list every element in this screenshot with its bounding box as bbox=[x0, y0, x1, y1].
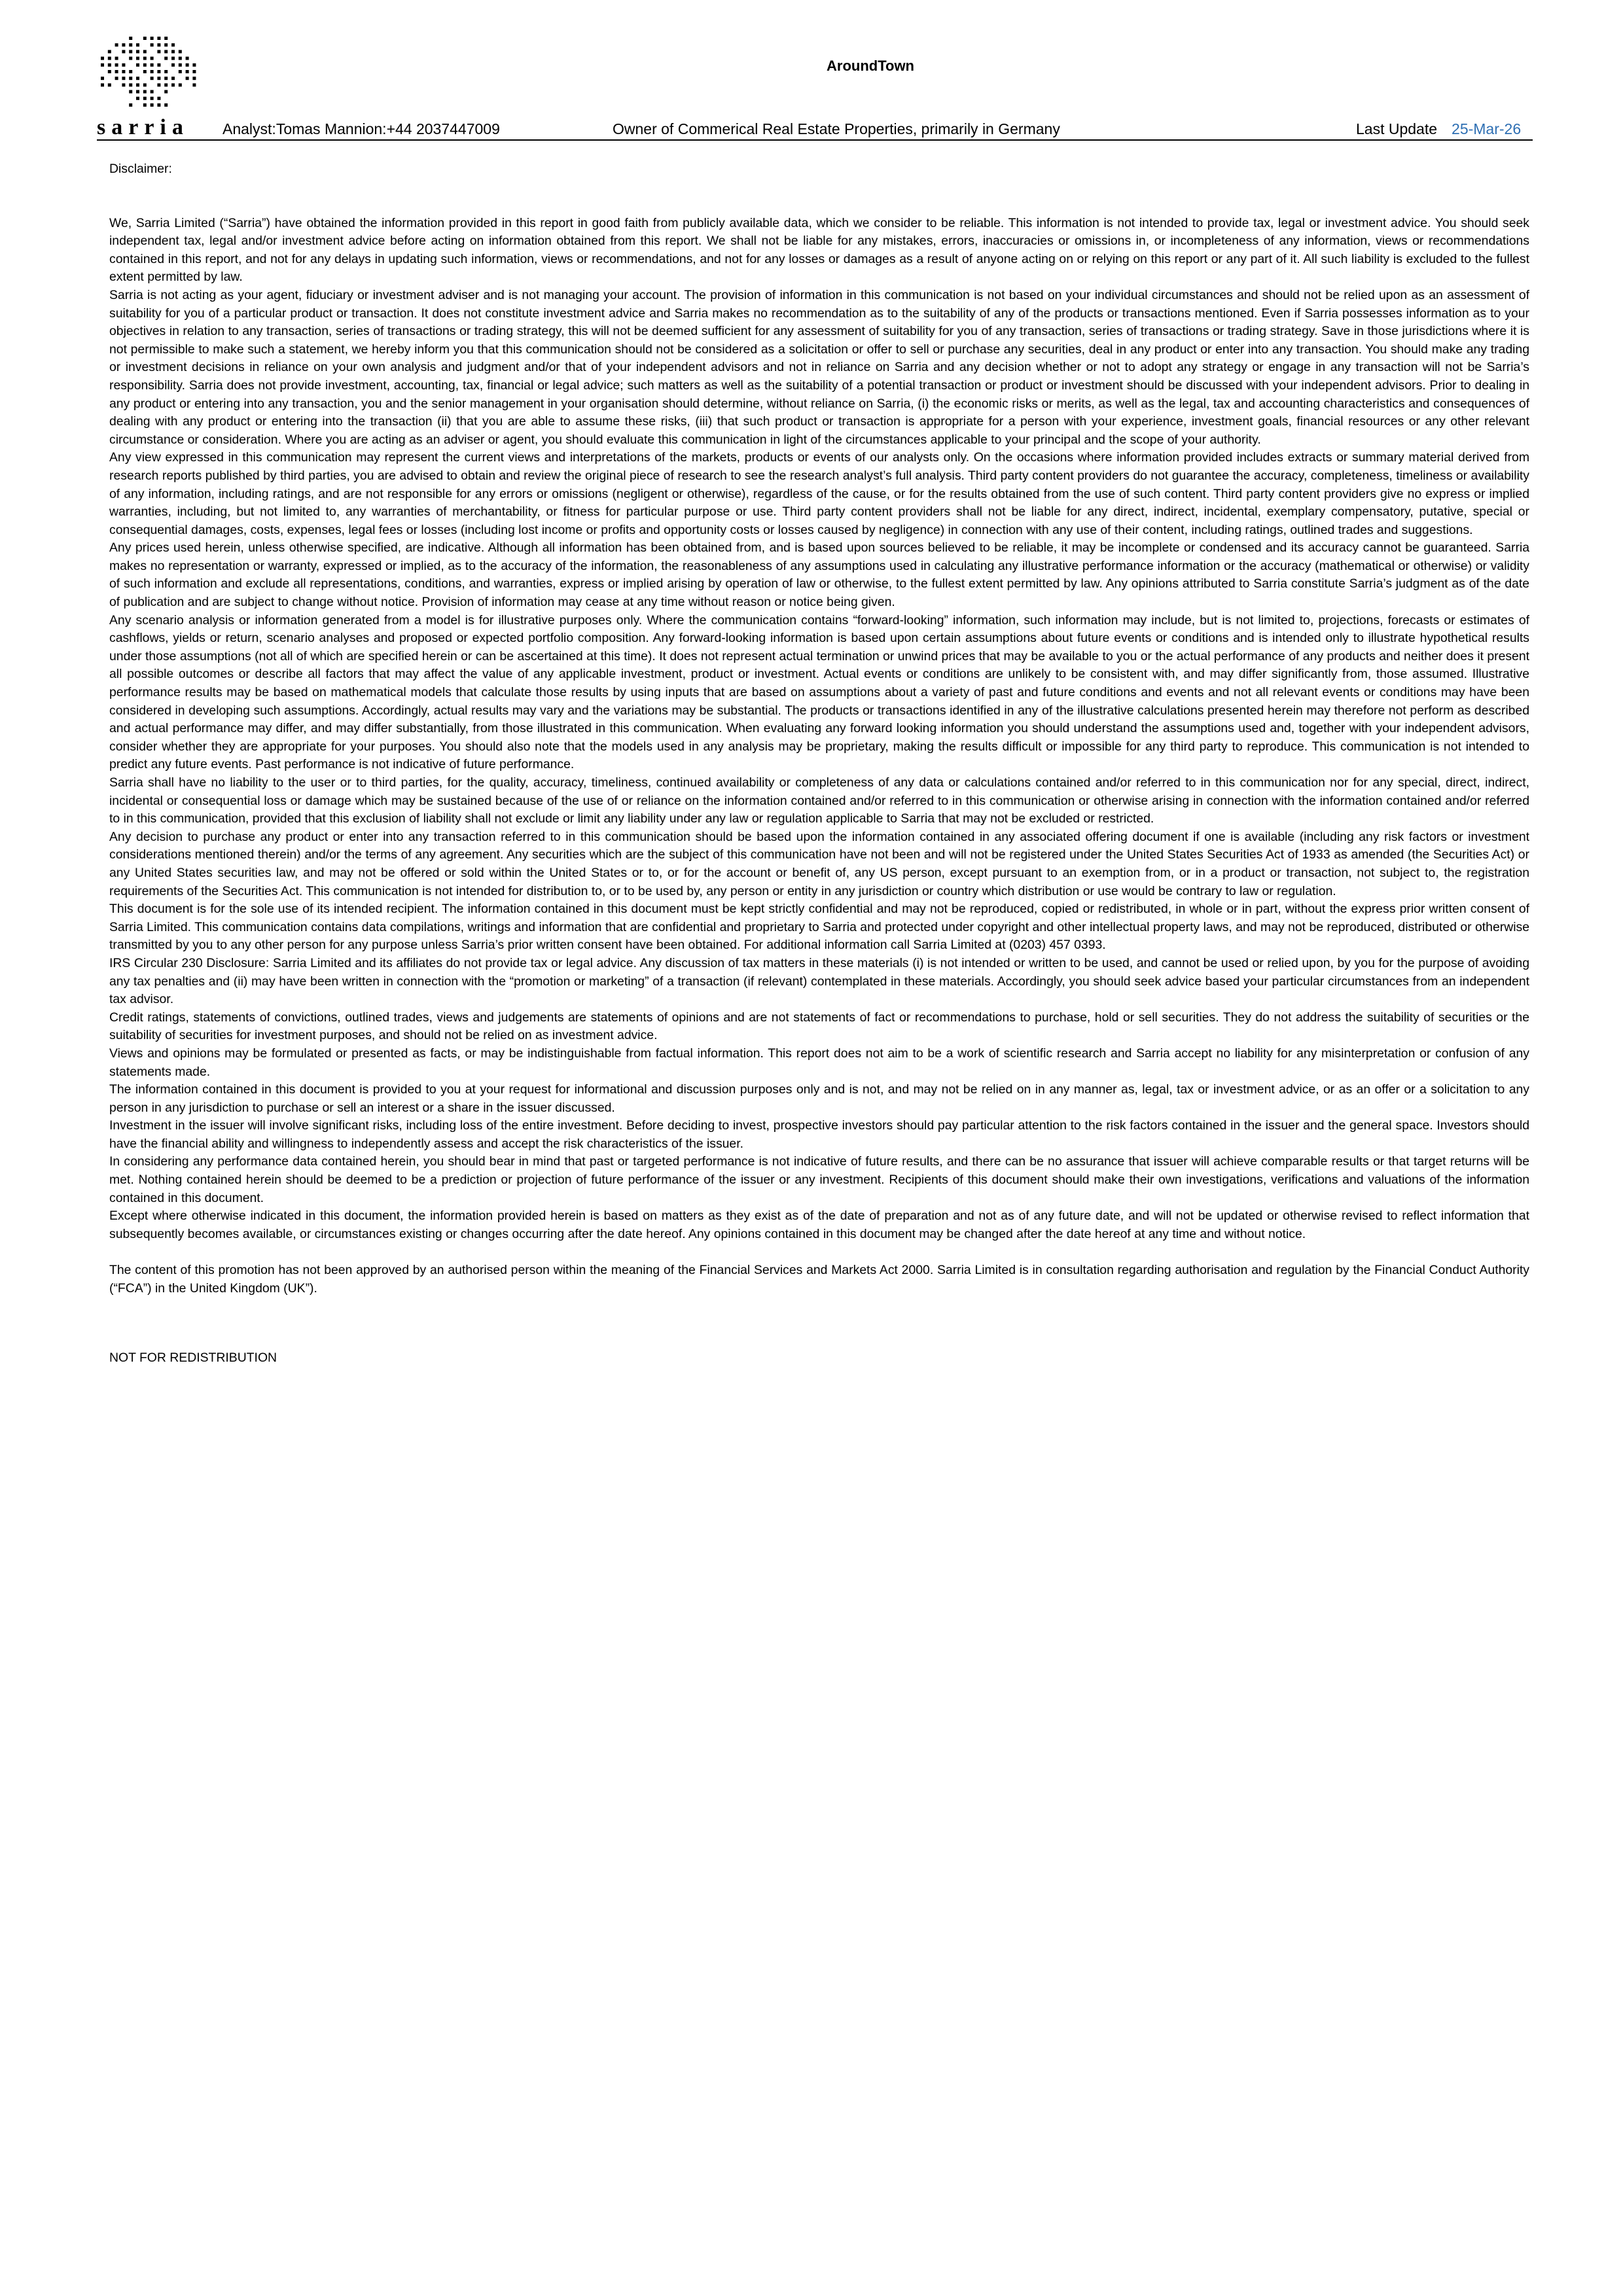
logo-dot bbox=[171, 57, 175, 60]
logo-dot bbox=[164, 103, 168, 107]
logo-dot bbox=[129, 90, 132, 94]
logo-dot bbox=[164, 57, 168, 60]
logo-dot bbox=[179, 50, 182, 53]
not-for-redistribution: NOT FOR REDISTRIBUTION bbox=[109, 1350, 277, 1365]
logo-dot bbox=[129, 103, 132, 107]
logo-dot bbox=[192, 70, 196, 73]
logo-dot bbox=[157, 63, 160, 67]
logo-dot bbox=[115, 77, 118, 80]
logo-dot bbox=[129, 77, 132, 80]
logo-dot bbox=[179, 83, 182, 86]
disclaimer-paragraph: We, Sarria Limited (“Sarria”) have obtained the information provided in this report in good faith from publicly available data, which we consider to be reliable. This information is not intended to provide tax, legal or investment advice. You should seek independent tax, legal and/or investment advice before acting on information obtained from this report. We shall not be liable for any mistakes, errors, inaccuracies or omissions in, or incompleteness of any information, views or recommendations contained in this report, and not for any delays in updating such information, views or recommendations, and not for any losses or damages as a result of anyone acting on or relying on this report or any part of it. All such liability is excluded to the fullest extent permitted by law. bbox=[109, 215, 1529, 285]
logo-dot bbox=[108, 83, 111, 86]
logo-dot bbox=[179, 57, 182, 60]
logo-dot bbox=[143, 37, 147, 40]
logo-dot bbox=[136, 57, 139, 60]
logo-dot bbox=[171, 50, 175, 53]
logo-dot bbox=[122, 77, 125, 80]
logo-dot bbox=[192, 83, 196, 86]
logo-dot bbox=[101, 83, 104, 86]
logo-dot bbox=[108, 57, 111, 60]
logo-dot bbox=[186, 63, 189, 67]
logo-dot bbox=[151, 63, 154, 67]
logo-dot bbox=[136, 63, 139, 67]
logo-dot bbox=[122, 50, 125, 53]
logo-dot bbox=[136, 83, 139, 86]
logo-dot bbox=[108, 70, 111, 73]
logo-dot bbox=[143, 50, 147, 53]
logo-dot bbox=[164, 70, 168, 73]
logo-dot bbox=[186, 57, 189, 60]
disclaimer-paragraph: Except where otherwise indicated in this document, the information provided herein is based on matters as they exist as of the date of preparation and not as of any future date, and will not be updated or otherwise revised to reflect information that subsequently becomes available, or circumstances existing or changes occurring after the date hereof. Any opinions contained in this document may be changed after the date hereof at any time and without notice. bbox=[109, 1209, 1529, 1241]
disclaimer-paragraph: This document is for the sole use of its intended recipient. The information contained in this document must be kept strictly confidential and may not be reproduced, copied or redistributed, in whole or in part, without the express prior written consent of Sarria Limited. This communication contains data compilations, writings and information that are confidential and proprietary to Sarria and protected under copyright and other intellectual property laws, and may not be reproduced, distributed or otherwise transmitted by you to any other person for any purpose unless Sarria’s prior written consent have been obtained. For additional information call Sarria Limited at (0203) 457 0393. bbox=[109, 902, 1529, 953]
logo-dot bbox=[151, 77, 154, 80]
logo-dot bbox=[179, 70, 182, 73]
logo-dot bbox=[143, 97, 147, 100]
disclaimer-title: Disclaimer: bbox=[109, 162, 172, 176]
logo-dot bbox=[136, 50, 139, 53]
analyst-contact: Analyst:Tomas Mannion:+44 2037447009 bbox=[223, 120, 500, 137]
disclaimer-paragraph: Any decision to purchase any product or enter into any transaction referred to in this communication should be based upon the information contained in any associated offering document if one is available (including any risk factors or investment considerations mentioned therein) and/or the terms of any agreement. Any securities which are the subject of this communication have not been and will not be registered under the United States Securities Act of 1933 as amended (the Securities Act) or any United States securities law, and may not be offered or sold within the United States or to, or for the account or benefit of, any US person, except pursuant to an exemption from, or in a product or transaction, not subject to, the registration requirements of the Securities Act. This communication is not intended for distribution to, or to be used by, any person or entity in any jurisdiction or country which distribution or use would be contrary to law or regulation. bbox=[109, 829, 1529, 898]
logo-dot bbox=[122, 63, 125, 67]
logo-dot bbox=[115, 70, 118, 73]
logo-dot bbox=[129, 50, 132, 53]
logo-dot bbox=[115, 63, 118, 67]
logo-dot bbox=[164, 90, 168, 94]
logo-dot bbox=[143, 57, 147, 60]
logo-dot bbox=[122, 70, 125, 73]
logo-dot bbox=[157, 37, 160, 40]
logo-dot bbox=[143, 90, 147, 94]
logo-dot bbox=[171, 63, 175, 67]
logo-dot bbox=[157, 103, 160, 107]
logo-dot bbox=[122, 83, 125, 86]
header-divider bbox=[97, 139, 1533, 141]
logo-dot bbox=[164, 43, 168, 46]
logo-dot bbox=[157, 97, 160, 100]
logo-dot bbox=[171, 77, 175, 80]
logo-dot bbox=[157, 83, 160, 86]
logo-dot bbox=[151, 103, 154, 107]
logo-dot bbox=[151, 37, 154, 40]
logo-dot bbox=[129, 83, 132, 86]
sarria-logo bbox=[97, 34, 202, 139]
logo-dot bbox=[151, 57, 154, 60]
logo-dot bbox=[171, 43, 175, 46]
logo-dot bbox=[151, 97, 154, 100]
logo-dot bbox=[115, 57, 118, 60]
disclaimer-body bbox=[109, 160, 1529, 1367]
logo-wordmark: sarria bbox=[97, 115, 189, 139]
logo-dot bbox=[136, 97, 139, 100]
logo-dot bbox=[136, 43, 139, 46]
disclaimer-paragraph: Sarria is not acting as your agent, fiduciary or investment adviser and is not managing your account. The provision of information in this communication is not based on your individual circumstances and should not be relied upon as an assessment of suitability for you of a particular product or transaction. It does not constitute investment advice and Sarria makes no recommendation as to the suitability of any of the products or transactions mentioned. Even if Sarria possesses information as to your objectives in relation to any transaction, series of transactions or trading strategy, this will not be deemed sufficient for any assessment of suitability for you of any transaction, series of transactions or trading strategy. Save in those jurisdictions where it is not permissible to make such a statement, we hereby inform you that this communication should not be considered as a solicitation or offer to sell or purchase any securities, deal in any product or enter into any transaction. You should make any trading or investment decisions in reliance on your own analysis and judgment and/or that of your independent advisors and not in reliance on Sarria and any decision whether or not to adopt any strategy or engage in any transaction will not be Sarria’s responsibility. Sarria does not provide investment, accounting, tax, financial or legal advice; such matters as well as the suitability of a potential transaction or product or investment should be discussed with your independent advisors. Prior to dealing in any product or entering into any transaction, you and the senior management in your organisation should determine, without reliance on Sarria, (i) the economic risks or merits, as well as the legal, tax and accounting characteristics and consequences of dealing with any product or entering into the transaction (ii) that you are able to assume these risks, (iii) that such product or transaction is appropriate for a person with your experience, investment goals, financial resources or any other relevant circumstance or consideration. Where you are acting as an adviser or agent, you should evaluate this communication in light of the circumstances applicable to your principal and the scope of your authority. bbox=[109, 287, 1529, 447]
logo-dot bbox=[136, 77, 139, 80]
report-header bbox=[97, 34, 1533, 142]
logo-dot bbox=[143, 70, 147, 73]
disclaimer-paragraph: The information contained in this document is provided to you at your request for informational and discussion purposes only and is not, and may not be relied on in any manner as, legal, tax or investment advice, or as an offer or a solicitation to any person in any jurisdiction to purchase or sell an interest or a share in the issuer discussed. bbox=[109, 1082, 1529, 1115]
logo-dot bbox=[179, 63, 182, 67]
logo-dot bbox=[164, 77, 168, 80]
disclaimer-paragraph: Investment in the issuer will involve significant risks, including loss of the entire investment. Before deciding to invest, prospective investors should pay particular attention to the risk factors contained in the issuer and the general space. Investors should have the financial ability and willingness to independently assess and accept the risk characteristics of the issuer. bbox=[109, 1118, 1529, 1151]
logo-dot bbox=[164, 37, 168, 40]
logo-dot bbox=[164, 50, 168, 53]
logo-dot bbox=[101, 57, 104, 60]
disclaimer-paragraph: Views and opinions may be formulated or presented as facts, or may be indistinguishable from factual information. This report does not aim to be a work of scientific research and Sarria accept no liability for any misinterpretation or confusion of any statements made. bbox=[109, 1046, 1529, 1079]
logo-dot-pattern bbox=[97, 34, 202, 113]
logo-dot bbox=[192, 77, 196, 80]
last-update-date: 25-Mar-26 bbox=[1452, 120, 1522, 137]
disclaimer-paragraph: Any view expressed in this communication may represent the current views and interpretations of the markets, products or events of our analysts only. On the occasions where information provided includes extracts or summary material derived from research reports published by third parties, you are advised to obtain and review the original piece of research to see the research analyst’s full analysis. Third party content providers do not guarantee the accuracy, completeness, timeliness or availability of any information, including ratings, and are not responsible for any errors or omissions (negligent or otherwise), regardless of the cause, or for the results obtained from the use of such content. Third party content providers give no express or implied warranties, including, but not limited to, any warranties of merchantability, or fitness for particular purpose or use. Third party content providers shall not be liable for any direct, indirect, incidental, exemplary compensatory, putative, special or consequential damages, costs, expenses, legal fees or losses (including lost income or profits and opportunity costs or losses caused by negligence) in connection with any use of their content, including ratings, outlined trades and suggestions. bbox=[109, 450, 1529, 537]
logo-dot bbox=[122, 43, 125, 46]
disclaimer-paragraph: Credit ratings, statements of convictions, outlined trades, views and judgements are statements of opinions and are not statements of fact or recommendations to purchase, hold or sell securities. They do not address the suitability of securities or the suitability of securities for investment purposes, and should not be relied on as investment advice. bbox=[109, 1010, 1529, 1043]
logo-dot bbox=[164, 83, 168, 86]
logo-dot bbox=[129, 43, 132, 46]
logo-dot bbox=[192, 63, 196, 67]
logo-dot bbox=[157, 50, 160, 53]
last-update-label: Last Update bbox=[1356, 120, 1438, 137]
logo-dot bbox=[157, 43, 160, 46]
logo-dot bbox=[151, 70, 154, 73]
disclaimer-paragraph: Sarria shall have no liability to the user or to third parties, for the quality, accuracy, timeliness, continued availability or completeness of any data or calculations contained and/or referred to in this communication nor for any special, direct, indirect, incidental or consequential loss or damage which may be sustained because of the use of or reliance on the information contained and/or referred to in this communication or otherwise arising in connection with the information contained and/or referred to in this communication, provided that this exclusion of liability shall not exclude or limit any liability under any law or regulation applicable to Sarria that may not be excluded or restricted. bbox=[109, 775, 1529, 826]
last-update bbox=[1356, 120, 1521, 138]
logo-dot bbox=[143, 63, 147, 67]
logo-dot bbox=[151, 90, 154, 94]
disclaimer-paragraph: IRS Circular 230 Disclosure: Sarria Limited and its affiliates do not provide tax or legal advice. Any discussion of tax matters in these materials (i) is not intended or written to be used, and cannot be used or relied upon, by you for the purpose of avoiding any tax penalties and (ii) may have been written in connection with the “promotion or marketing” of a transaction (if relevant) contemplated in these materials. Accordingly, you should seek advice based your particular circumstances from an independent tax advisor. bbox=[109, 955, 1529, 1007]
logo-dot bbox=[143, 83, 147, 86]
logo-dot bbox=[101, 63, 104, 67]
logo-dot bbox=[115, 43, 118, 46]
disclaimer-paragraph: Any prices used herein, unless otherwise specified, are indicative. Although all information has been obtained from, and is based upon sources believed to be reliable, it may be incomplete or condensed and its accuracy cannot be guaranteed. Sarria makes no representation or warranty, expressed or implied, as to the accuracy of the information, the reasonableness of any assumptions used in calculating any illustrative performance information or the accuracy (mathematical or otherwise) or validity of such information and exclude all representations, conditions, and warranties, express or implied arising by operation of law or otherwise, to the fullest extent permitted by law. Any opinions attributed to Sarria constitute Sarria’s judgment as of the date of publication and are subject to change without notice. Provision of information may cease at any time without reason or notice being given. bbox=[109, 540, 1529, 610]
logo-dot bbox=[143, 103, 147, 107]
company-description: Owner of Commerical Real Estate Properties, primarily in Germany bbox=[613, 120, 1060, 137]
logo-dot bbox=[157, 70, 160, 73]
logo-dot bbox=[108, 63, 111, 67]
company-name: AroundTown bbox=[827, 58, 914, 74]
logo-dot bbox=[186, 77, 189, 80]
disclaimer-paragraph: Any scenario analysis or information generated from a model is for illustrative purposes only. Where the communication contains “forward-looking” information, such information may include, but is not limited to, projections, forecasts or estimates of cashflows, yields or return, scenario analyses and proposed or expected portfolio composition. Any forward-looking information is based upon certain assumptions about future events or conditions and is intended only to illustrate hypothetical results under those assumptions (not all of which are specified herein or can be ascertained at this time). It does not represent actual termination or unwind prices that may be available to you or the actual performance of any products and neither does it present all possible outcomes or describe all factors that may affect the value of any applicable investment, product or investment. Actual events or conditions are unlikely to be consistent with, and may differ significantly from, those assumed. Illustrative performance results may be based on mathematical models that calculate those results by using inputs that are based on assumptions about a variety of past and future conditions and events and not all relevant events or conditions may have been considered in developing such assumptions. Accordingly, actual results may vary and the variations may be substantial. The products or transactions identified in any of the illustrative calculations presented herein may therefore not perform as described and actual performance may differ, and may differ substantially, from those illustrated in this communication. When evaluating any forward looking information you should understand the assumptions used and, together with your independent advisors, consider whether they are appropriate for your purposes. You should also note that the models used in any analysis may be proprietary, making the results difficult or impossible for any third party to reproduce. This communication is not intended to predict any future events. Past performance is not indicative of future performance. bbox=[109, 612, 1529, 772]
logo-dot bbox=[129, 70, 132, 73]
logo-dot bbox=[108, 50, 111, 53]
logo-dot bbox=[129, 57, 132, 60]
logo-dot bbox=[186, 70, 189, 73]
disclaimer-paragraph: In considering any performance data contained herein, you should bear in mind that past or targeted performance is not indicative of future results, and there can be no assurance that issuer will achieve comparable results or that target returns will be met. Nothing contained herein should be deemed to be a prediction or projection of future performance of the issuer or any investment. Recipients of this document should make their own investigations, verifications and valuations of the information contained in this document. bbox=[109, 1154, 1529, 1205]
logo-dot bbox=[151, 43, 154, 46]
logo-dot bbox=[136, 90, 139, 94]
logo-dot bbox=[171, 83, 175, 86]
logo-dot bbox=[101, 77, 104, 80]
logo-dot bbox=[157, 77, 160, 80]
logo-dot bbox=[129, 37, 132, 40]
fca-statement: The content of this promotion has not been approved by an authorised person within the meaning of the Financial Services and Markets Act 2000. Sarria Limited is in consultation regarding authorisation and regulation by the Financial Conduct Authority (“FCA”) in the United Kingdom (UK”). bbox=[109, 1263, 1529, 1296]
